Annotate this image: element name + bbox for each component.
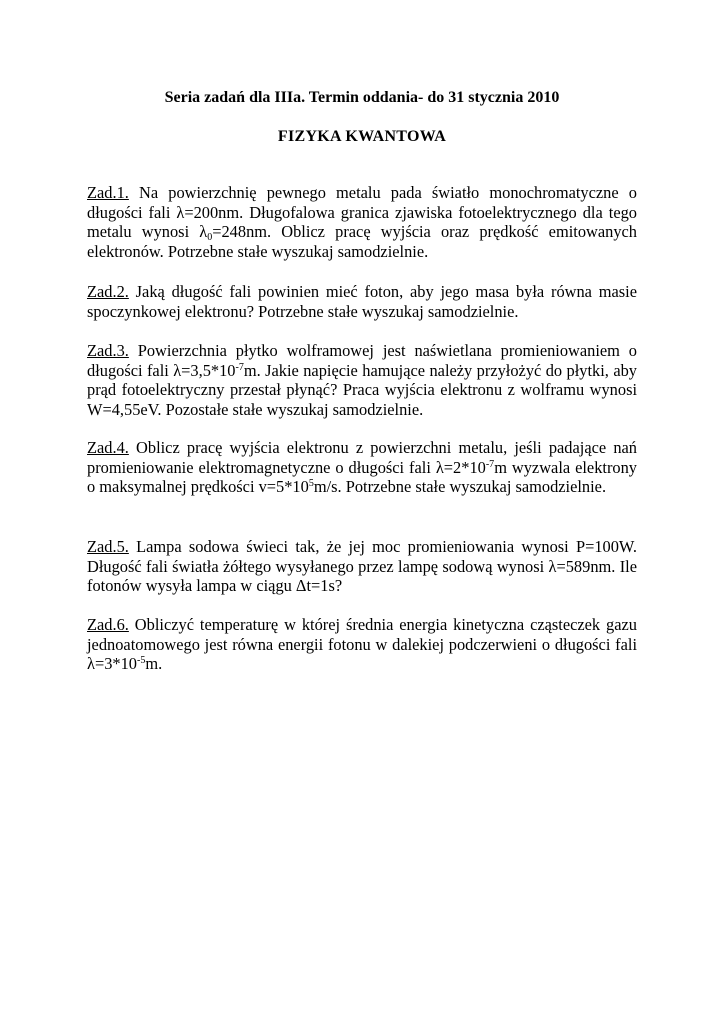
task-text: m wyzwala elektrony o maksymalnej prędkości v=5*10 — [87, 457, 638, 497]
task-text: =248nm. Oblicz pracę wyjścia oraz prędkość emitowanych elektronów. Potrzebne stałe wyszukaj samodzielnie. — [87, 222, 637, 261]
superscript: -5 — [136, 655, 146, 667]
task-label: Zad.1. — [87, 183, 129, 202]
task-text: Oblicz pracę wyjścia elektronu z powierzchni metalu, jeśli padające nań promieniowanie elektromagnetyczne o długości fali λ=2*10 — [87, 438, 637, 477]
task-2 — [87, 282, 637, 321]
superscript: 5 — [308, 478, 314, 490]
subscript: 0 — [207, 232, 213, 244]
superscript: -7 — [485, 458, 495, 470]
task-text: Lampa sodowa świeci tak, że jej moc promieniowania wynosi P=100W. Długość fali światła żółtego wysyłanego przez lampę sodową wynosi λ=589nm. Ile fotonów wysyła lampa w ciągu Δt=1s? — [87, 537, 637, 596]
task-1 — [87, 183, 637, 261]
topic-heading: FIZYKA KWANTOWA — [277, 128, 447, 145]
assignment-title: Seria zadań dla IIIa. Termin oddania- do 31 stycznia 2010 — [164, 89, 560, 106]
task-5 — [87, 537, 637, 596]
task-3 — [87, 341, 637, 419]
task-4 — [87, 438, 637, 497]
task-label: Zad.6. — [87, 615, 129, 634]
task-label: Zad.2. — [87, 282, 129, 301]
task-text: m. Jakie napięcie hamujące należy przyłożyć do płytki, aby prąd fotoelektryczny przestał płynąć? Praca wyjścia elektronu z wolframu wynosi W=4,55eV. Pozostałe stałe wyszukaj samodzielnie. — [87, 360, 637, 419]
task-text: m/s. Potrzebne stałe wyszukaj samodzielnie. — [313, 477, 607, 497]
task-6 — [87, 615, 637, 674]
task-label: Zad.3. — [87, 341, 129, 360]
task-label: Zad.4. — [87, 438, 129, 457]
task-text: Powierzchnia płytko wolframowej jest naświetlana promieniowaniem o długości fali λ=3,5*10 — [87, 341, 637, 380]
task-text: Na powierzchnię pewnego metalu pada światło monochromatyczne o długości fali λ=200nm. Długofalowa granica zjawiska fotoelektrycznego dla tego metalu wynosi λ — [87, 183, 637, 242]
task-text: Obliczyć temperaturę w której średnia energia kinetyczna cząsteczek gazu jednoatomowego jest równa energii fotonu w dalekiej podczerwieni o długości fali λ=3*10 — [87, 615, 637, 674]
task-text: Jaką długość fali powinien mieć foton, aby jego masa była równa masie spoczynkowej elektronu? Potrzebne stałe wyszukaj samodzielnie. — [87, 282, 637, 321]
task-text: m. — [145, 654, 163, 674]
superscript: -7 — [235, 361, 244, 373]
task-label: Zad.5. — [87, 537, 129, 556]
